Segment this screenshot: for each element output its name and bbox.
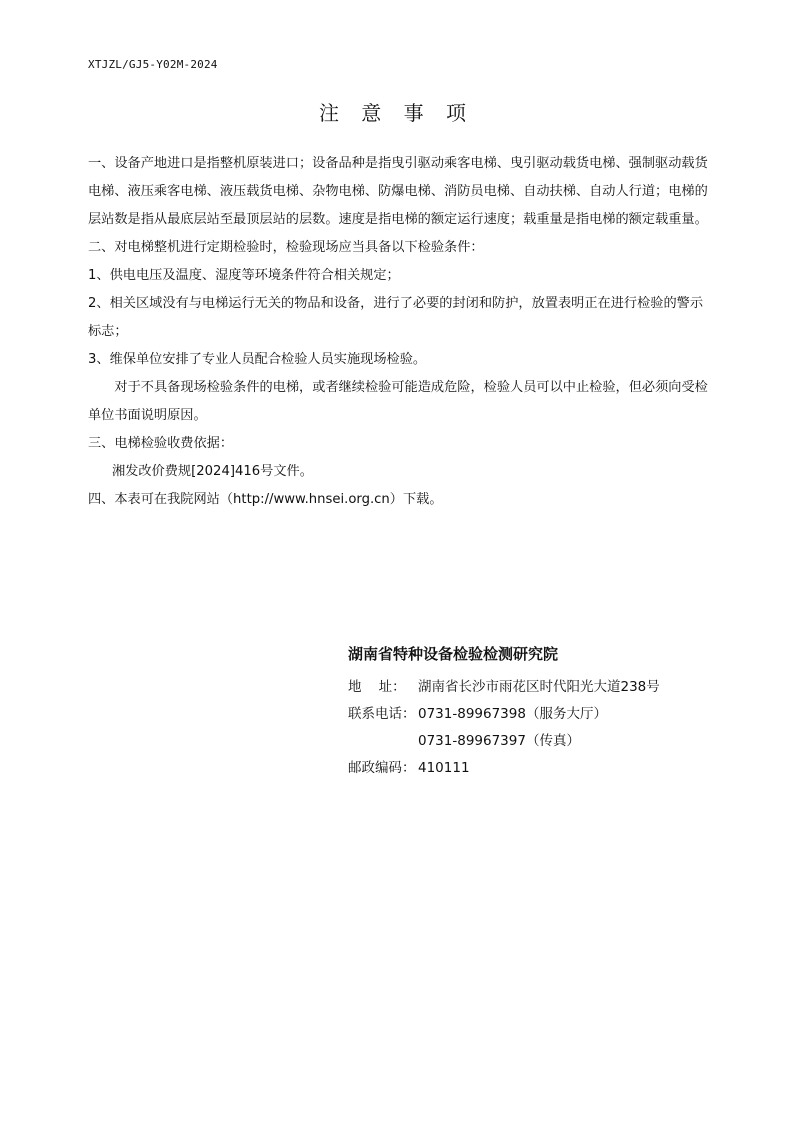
address-label: 地 址： (348, 679, 406, 695)
page-title: 注 意 事 项 (318, 101, 475, 125)
postcode-label: 邮政编码： (348, 760, 416, 776)
postcode-value: 410111 (418, 760, 470, 776)
paragraph-download: 四、本表可在我院网站（http://www.hnsei.org.cn）下载。 (88, 492, 443, 507)
organization-info (348, 643, 728, 782)
notice-body (88, 150, 710, 514)
organization-name: 湖南省特种设备检验检测研究院 (348, 645, 559, 663)
document-code: XTJZL/GJ5-Y02M-2024 (88, 58, 218, 71)
paragraph-suspend-inspection: 对于不具备现场检验条件的电梯，或者继续检验可能造成危险，检验人员可以中止检验，但必须向受检单位书面说明原因。 (88, 380, 708, 423)
condition-item-3: 3、维保单位安排了专业人员配合检验人员实施现场检验。 (88, 352, 427, 367)
phone-value-2: 0731-89967397（传真） (418, 733, 580, 749)
paragraph-fee-basis-heading: 三、电梯检验收费依据： (88, 436, 234, 451)
phone-value-1: 0731-89967398（服务大厅） (418, 706, 607, 722)
phone-label: 联系电话： (348, 706, 416, 722)
paragraph-origin-definitions: 一、设备产地进口是指整机原装进口；设备品种是指曳引驱动乘客电梯、曳引驱动载货电梯、强制驱动载货电梯、液压乘客电梯、液压载货电梯、杂物电梯、防爆电梯、消防员电梯、自动扶梯、自动人行道；电梯的层站数是指从最底层站至最顶层站的层数。速度是指电梯的额定运行速度；载重量是指电梯的额定载重量。 (88, 156, 708, 227)
address-row (348, 674, 728, 701)
address-value: 湖南省长沙市雨花区时代阳光大道238号 (418, 679, 660, 695)
condition-item-2: 2、相关区域没有与电梯运行无关的物品和设备，进行了必要的封闭和防护，放置表明正在进行检验的警示标志； (88, 296, 704, 339)
paragraph-fee-document: 湘发改价费规[2024]416号文件。 (112, 464, 313, 479)
paragraph-inspection-conditions: 二、对电梯整机进行定期检验时，检验现场应当具备以下检验条件： (88, 240, 484, 255)
condition-item-1: 1、供电电压及温度、湿度等环境条件符合相关规定； (88, 268, 400, 283)
postcode-row (348, 755, 728, 782)
phone-row (348, 701, 728, 728)
